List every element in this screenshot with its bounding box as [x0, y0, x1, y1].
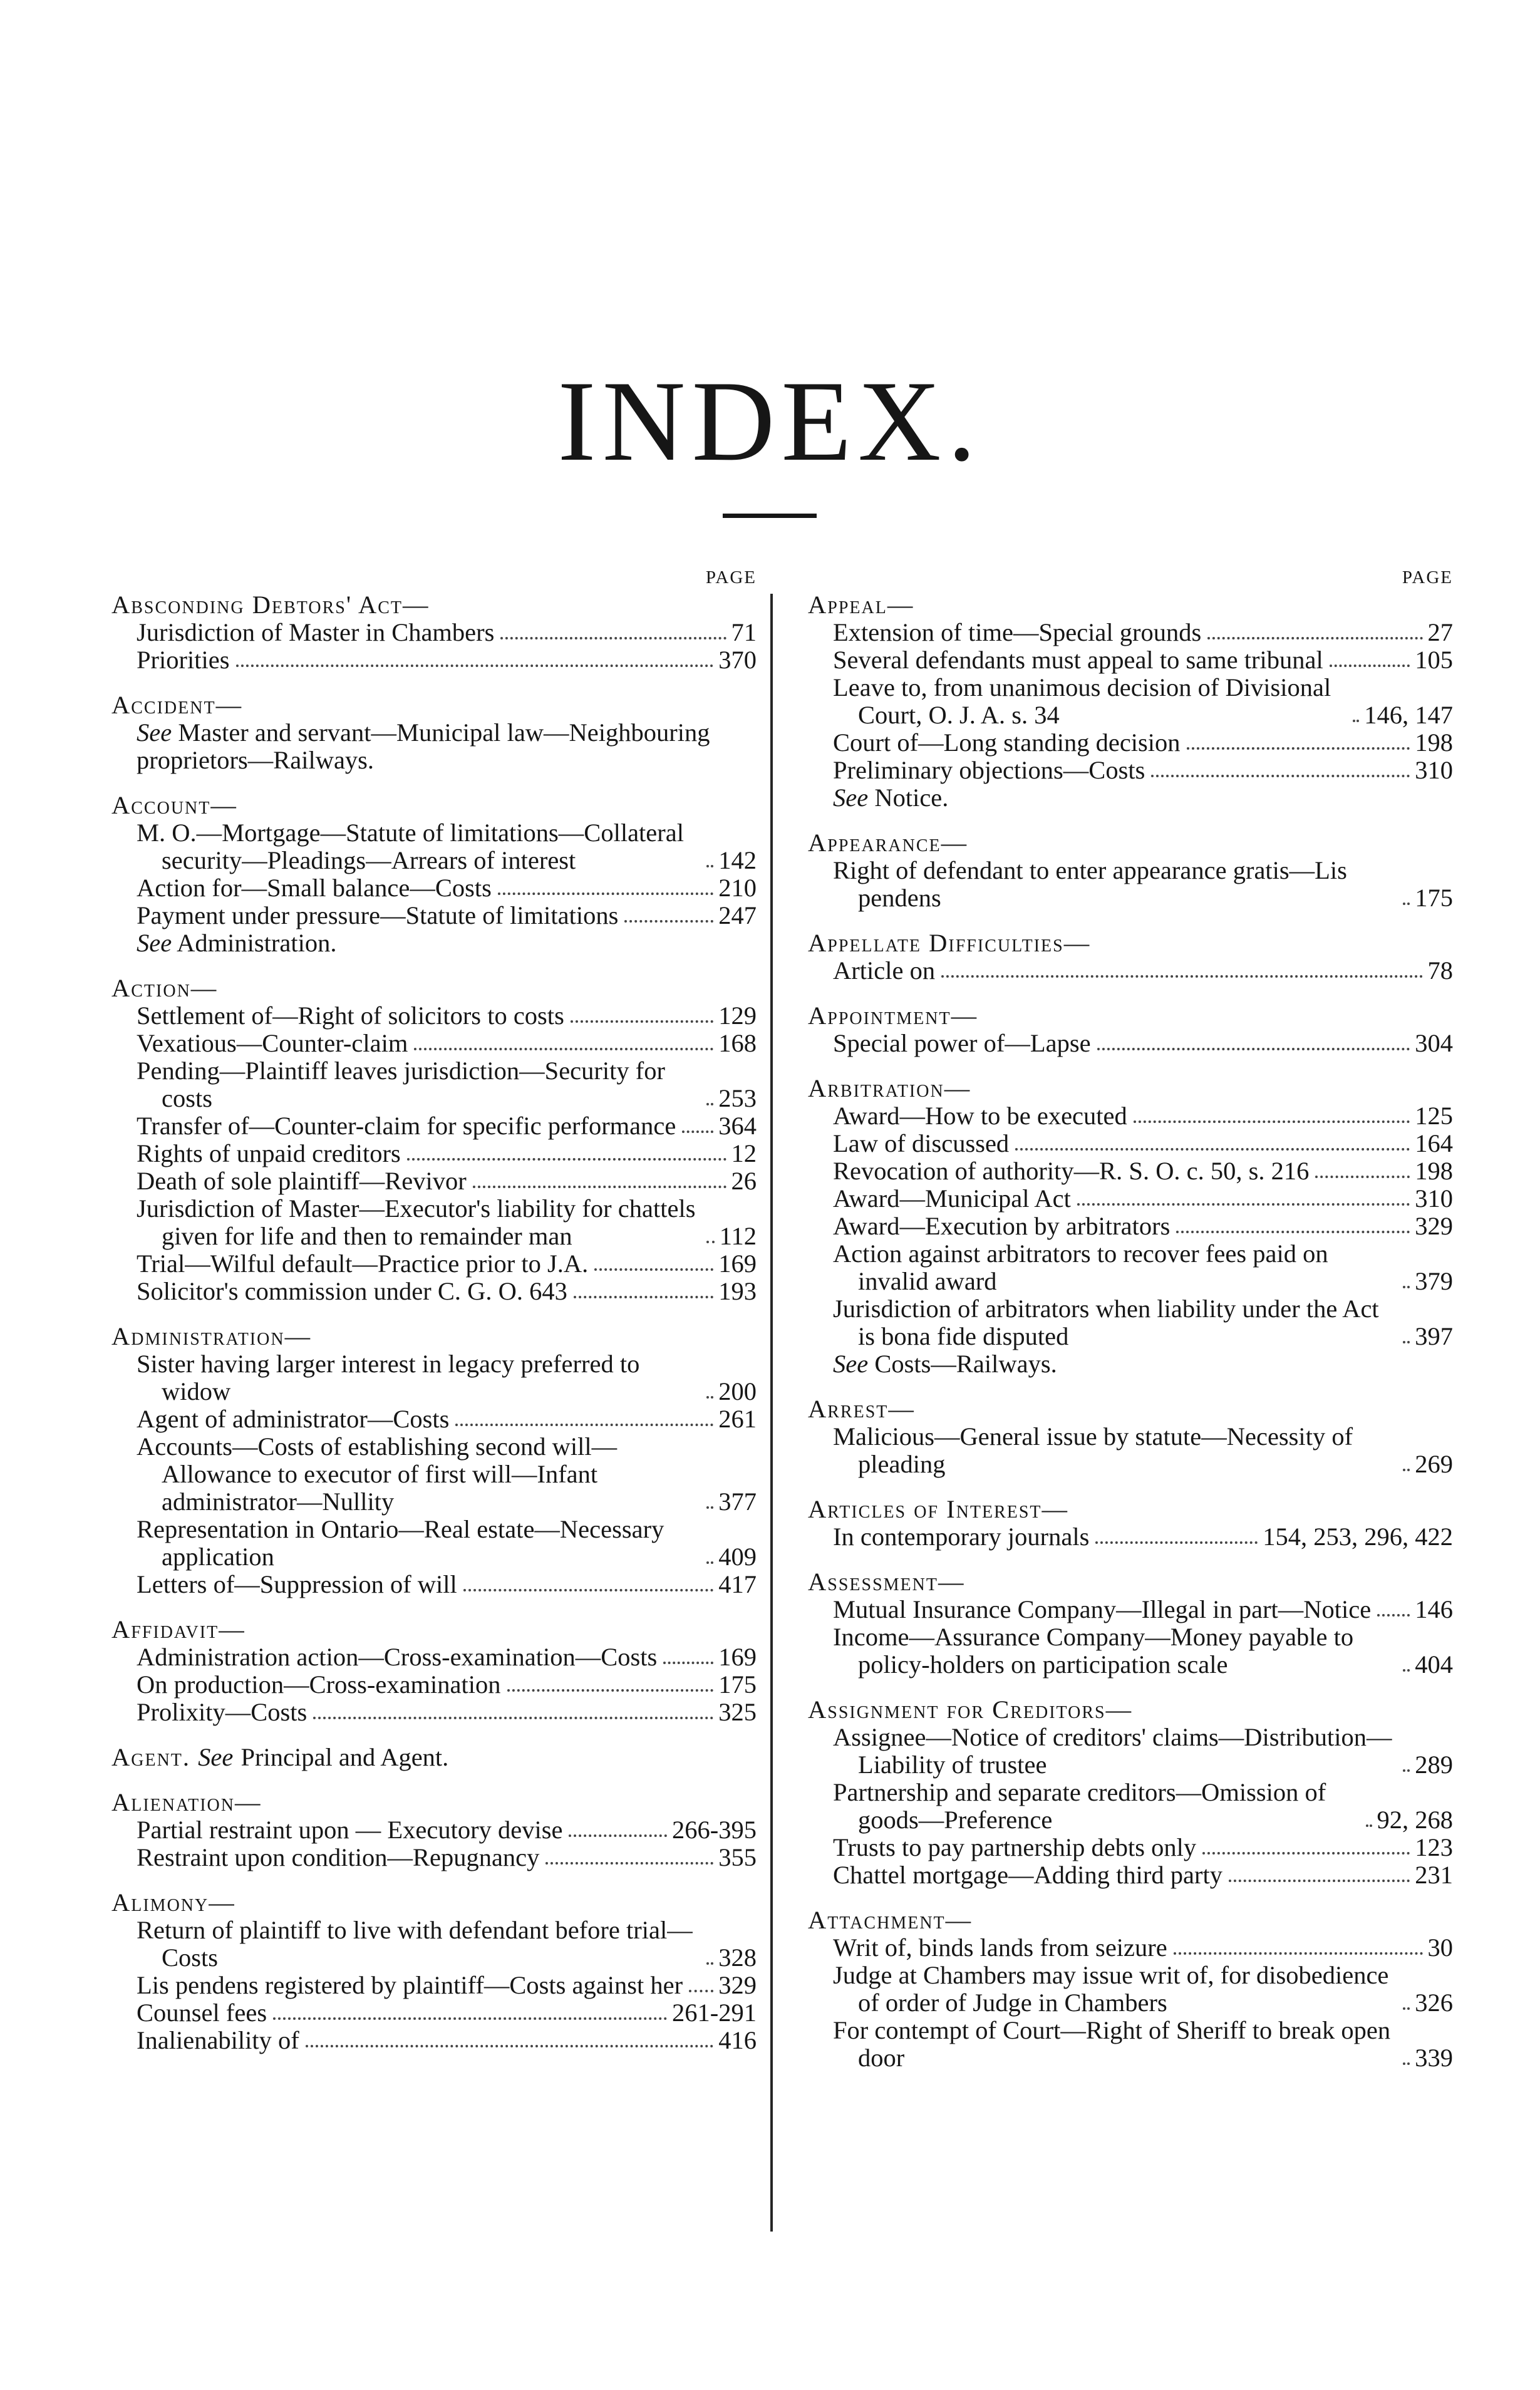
entry-text: Revocation of authority—R. S. O. c. 50, s. 216 [833, 1157, 1310, 1185]
entry-text: Priorities [137, 646, 230, 674]
index-entry [111, 1816, 757, 1844]
index-entry [808, 1295, 1453, 1350]
cross-reference: Administration. [177, 929, 337, 957]
index-heading [111, 591, 757, 619]
entry-text: Inalienability of [137, 2026, 299, 2054]
dot-leader [706, 1506, 713, 1509]
index-entry [111, 1405, 757, 1433]
heading-text: Action— [111, 974, 218, 1002]
index-entry [808, 2017, 1453, 2072]
index-entry [808, 674, 1453, 729]
dot-leader [663, 1662, 713, 1664]
dot-leader [498, 892, 713, 895]
entry-text: Action for—Small balance—Costs [137, 874, 492, 902]
entry-text: Restraint upon condition—Repugnancy [137, 1843, 540, 1871]
index-entry [808, 1962, 1453, 2017]
heading-text: Agent. [111, 1743, 191, 1771]
page-number: 326 [1415, 1989, 1453, 2017]
entry-text: Extension of time—Special grounds [833, 618, 1202, 646]
index-entry [808, 1523, 1453, 1551]
entry-text: Jurisdiction of Master in Chambers [137, 618, 495, 646]
dot-leader [1202, 1852, 1410, 1855]
index-heading [111, 975, 757, 1002]
dot-leader [1207, 637, 1422, 639]
entry-text: Special power of—Lapse [833, 1029, 1091, 1057]
page-number: 146 [1415, 1595, 1453, 1623]
entry-text: Death of sole plaintiff—Revivor [137, 1167, 467, 1195]
page-number: 175 [1415, 884, 1453, 912]
title-rule [723, 514, 817, 518]
page-number: 92, 268 [1377, 1806, 1453, 1834]
index-entry [111, 1140, 757, 1167]
dot-leader [706, 1561, 713, 1564]
index-heading [808, 829, 1453, 857]
entry-text: Sister having larger interest in legacy preferred to widow [137, 1350, 640, 1405]
page-number: 200 [718, 1377, 757, 1405]
index-heading [808, 1002, 1453, 1030]
index-entry [111, 1516, 757, 1571]
page-number: 169 [718, 1643, 757, 1671]
dot-leader [1077, 1203, 1410, 1206]
entry-text: Letters of—Suppression of will [137, 1570, 457, 1598]
page-number: 370 [718, 646, 757, 674]
index-entry [808, 1240, 1453, 1295]
page-number: 231 [1415, 1861, 1453, 1889]
entry-text: Representation in Ontario—Real estate—Necessary application [137, 1515, 664, 1571]
entry-text: Jurisdiction of arbitrators when liability under the Act is bona fide disputed [833, 1295, 1379, 1350]
index-entry [111, 1057, 757, 1112]
page-number: 261-291 [672, 1999, 757, 2027]
right-sections [808, 591, 1453, 2072]
page-number: 129 [718, 1001, 757, 1030]
index-heading [808, 1395, 1453, 1423]
index-heading [808, 1568, 1453, 1596]
dot-leader [574, 1296, 713, 1298]
page-number: 339 [1415, 2044, 1453, 2072]
see-label: See [833, 784, 869, 812]
cross-reference: Principal and Agent. [240, 1743, 449, 1771]
dot-leader [1403, 1341, 1410, 1343]
page-number: 329 [1415, 1212, 1453, 1240]
page-number: 168 [718, 1029, 757, 1057]
index-entry [111, 1195, 757, 1250]
see-also-entry [111, 719, 757, 774]
page-number: 329 [718, 1971, 757, 1999]
page-number: 193 [718, 1277, 757, 1305]
dot-leader [1315, 1176, 1410, 1178]
dot-leader [1134, 1120, 1410, 1123]
index-entry [111, 1917, 757, 1972]
dot-leader [545, 1862, 713, 1865]
index-entry [808, 1102, 1453, 1130]
index-entry [808, 1623, 1453, 1679]
index-entry [808, 1213, 1453, 1240]
dot-leader [1097, 1048, 1410, 1050]
page-column-header: PAGE [705, 567, 757, 587]
index-entry [808, 1030, 1453, 1057]
entry-text: Court of—Long standing decision [833, 728, 1181, 757]
dot-leader [689, 1990, 713, 1992]
index-entry [808, 1596, 1453, 1623]
right-column [808, 564, 1453, 2072]
page-number: 198 [1415, 1157, 1453, 1185]
heading-text: Account— [111, 791, 237, 819]
index-entry [808, 1861, 1453, 1889]
index-entry [111, 874, 757, 902]
dot-leader [507, 1689, 714, 1692]
dot-leader [313, 1717, 713, 1719]
dot-leader [273, 2017, 667, 2020]
dot-leader [1330, 665, 1410, 667]
dot-leader [1353, 720, 1359, 722]
cross-reference: Master and servant—Municipal law—Neighbouring proprietors—Railways. [137, 718, 710, 774]
dot-leader [414, 1048, 713, 1050]
index-entry [111, 1433, 757, 1516]
page-number: 397 [1415, 1322, 1453, 1350]
index-entry [111, 1167, 757, 1195]
dot-leader [706, 1103, 713, 1105]
entry-text: Lis pendens registered by plaintiff—Costs against her [137, 1971, 683, 1999]
index-heading [111, 1744, 757, 1771]
page-number: 71 [731, 618, 757, 646]
entry-text: Counsel fees [137, 1999, 267, 2027]
column-divider [770, 594, 773, 2232]
index-entry [111, 619, 757, 646]
page-number: 142 [718, 846, 757, 874]
index-entry [808, 957, 1453, 985]
page-number: 154, 253, 296, 422 [1263, 1523, 1453, 1551]
see-also-entry [111, 929, 757, 957]
index-heading [111, 1616, 757, 1643]
entry-text: Rights of unpaid creditors [137, 1139, 401, 1167]
dot-leader [1403, 2062, 1410, 2065]
see-label: See [137, 718, 172, 747]
entry-text: Settlement of—Right of solicitors to costs [137, 1001, 564, 1030]
index-entry [808, 1157, 1453, 1185]
entry-text: For contempt of Court—Right of Sheriff to break open door [833, 2016, 1391, 2072]
index-entry [111, 2027, 757, 2054]
page-number: 27 [1427, 618, 1453, 646]
entry-text: Assignee—Notice of creditors' claims—Distribution—Liability of trustee [833, 1723, 1392, 1779]
entry-text: Return of plaintiff to live with defendant before trial—Costs [137, 1916, 693, 1972]
page-number: 409 [718, 1543, 757, 1571]
entry-text: Partnership and separate creditors—Omission of goods—Preference [833, 1778, 1326, 1834]
entry-text: Accounts—Costs of establishing second will—Allowance to executor of first will—Infant administrator—Nullity [137, 1432, 618, 1516]
dot-leader [706, 1241, 715, 1243]
dot-leader [706, 865, 713, 867]
dot-leader [682, 1130, 713, 1133]
index-entry [111, 1999, 757, 2027]
page-number: 310 [1415, 1184, 1453, 1213]
index-entry [808, 1185, 1453, 1213]
entry-text: Chattel mortgage—Adding third party [833, 1861, 1222, 1889]
index-entry [111, 1350, 757, 1405]
page-number: 253 [718, 1084, 757, 1112]
index-entry [808, 1834, 1453, 1861]
page-number: 125 [1415, 1102, 1453, 1130]
dot-leader [624, 920, 713, 923]
page-number: 123 [1415, 1833, 1453, 1861]
page-number: 261 [718, 1405, 757, 1433]
entry-text: Judge at Chambers may issue writ of, for disobedience of order of Judge in Chambers [833, 1961, 1389, 2017]
left-sections [111, 591, 757, 2054]
heading-text: Appeal— [808, 591, 914, 619]
dot-leader [571, 1020, 713, 1023]
see-label: See [137, 929, 172, 957]
index-entry [111, 1112, 757, 1140]
index-heading [111, 1789, 757, 1816]
index-entry [111, 1844, 757, 1871]
entry-text: Payment under pressure—Statute of limitations [137, 901, 619, 929]
entry-text: In contemporary journals [833, 1523, 1090, 1551]
dot-leader [1229, 1880, 1410, 1882]
heading-text: Appellate Difficulties— [808, 929, 1091, 957]
dot-leader [941, 975, 1422, 978]
index-entry [111, 1030, 757, 1057]
entry-text: Agent of administrator—Costs [137, 1405, 450, 1433]
dot-leader [306, 2045, 713, 2047]
dot-leader [1403, 903, 1410, 905]
entry-text: Malicious—General issue by statute—Necessity of pleading [833, 1422, 1353, 1478]
page-number: 269 [1415, 1450, 1453, 1478]
dot-leader [1187, 747, 1410, 750]
page-number: 416 [718, 2026, 757, 2054]
page-number: 164 [1415, 1129, 1453, 1157]
index-heading [111, 1323, 757, 1350]
index-entry [111, 1571, 757, 1598]
heading-text: Absconding Debtors' Act— [111, 591, 430, 619]
page-number: 247 [718, 901, 757, 929]
entry-text: Vexatious—Counter-claim [137, 1029, 408, 1057]
index-entry [808, 1423, 1453, 1478]
index-heading [808, 591, 1453, 619]
page-title: INDEX. [557, 357, 983, 485]
index-entry [111, 902, 757, 929]
heading-text: Assignment for Creditors— [808, 1695, 1133, 1724]
index-entry [808, 757, 1453, 784]
heading-text: Assessment— [808, 1568, 965, 1596]
page-number: 310 [1415, 756, 1453, 784]
dot-leader [407, 1158, 726, 1161]
dot-leader [500, 637, 726, 639]
index-entry [808, 857, 1453, 912]
page-number: 325 [718, 1698, 757, 1726]
page-number: 12 [731, 1139, 757, 1167]
entry-text: Several defendants must appeal to same tribunal [833, 646, 1323, 674]
dot-leader [706, 1962, 713, 1965]
index-entry [808, 729, 1453, 757]
index-entry [111, 1002, 757, 1030]
entry-text: Right of defendant to enter appearance gratis—Lis pendens [833, 856, 1347, 912]
entry-text: Article on [833, 956, 936, 985]
page-number: 78 [1427, 956, 1453, 985]
page-number: 266-395 [672, 1816, 757, 1844]
index-entry [808, 1130, 1453, 1157]
index-heading [808, 1906, 1453, 1934]
entry-text: Award—Execution by arbitrators [833, 1212, 1171, 1240]
entry-text: Trial—Wilful default—Practice prior to J.A. [137, 1249, 589, 1278]
heading-text: Arrest— [808, 1395, 915, 1423]
index-entry [111, 1972, 757, 1999]
entry-text: Preliminary objections—Costs [833, 756, 1145, 784]
page-number: 328 [718, 1943, 757, 1972]
page-number: 146, 147 [1364, 701, 1453, 729]
index-entry [808, 646, 1453, 674]
dot-leader [1403, 1286, 1410, 1288]
heading-text: Arbitration— [808, 1074, 971, 1102]
page-number: 377 [718, 1487, 757, 1516]
heading-text: Alimony— [111, 1888, 235, 1917]
entry-text: Action against arbitrators to recover fees paid on invalid award [833, 1239, 1328, 1295]
see-label: See [198, 1743, 234, 1771]
dot-leader [463, 1589, 713, 1591]
index-entry [111, 1278, 757, 1305]
entry-text: Pending—Plaintiff leaves jurisdiction—Security for costs [137, 1057, 665, 1112]
page-column-header: PAGE [1402, 567, 1453, 587]
dot-leader [1403, 2007, 1410, 2010]
dot-leader [1403, 1669, 1410, 1672]
index-heading [808, 1696, 1453, 1724]
dot-leader [1403, 1469, 1410, 1471]
dot-leader [1366, 1824, 1372, 1827]
cross-reference: Notice. [874, 784, 949, 812]
index-heading [111, 691, 757, 719]
index-heading [808, 1496, 1453, 1523]
entry-text: Transfer of—Counter-claim for specific performance [137, 1112, 676, 1140]
see-also-entry [808, 784, 1453, 812]
entry-text: Trusts to pay partnership debts only [833, 1833, 1197, 1861]
page-number: 364 [718, 1112, 757, 1140]
heading-text: Alienation— [111, 1788, 262, 1816]
index-entry [111, 646, 757, 674]
page-number: 175 [718, 1670, 757, 1699]
entry-text: Income—Assurance Company—Money payable to policy-holders on participation scale [833, 1623, 1354, 1679]
page-number: 210 [718, 874, 757, 902]
dot-leader [1403, 1769, 1410, 1772]
dot-leader [594, 1268, 713, 1271]
dot-leader [1095, 1541, 1258, 1544]
entry-text: M. O.—Mortgage—Statute of limitations—Collateral security—Pleadings—Arrears of interest [137, 819, 684, 874]
heading-text: Administration— [111, 1322, 312, 1350]
page-number: 105 [1415, 646, 1453, 674]
index-heading [808, 1075, 1453, 1102]
page-number: 112 [719, 1222, 757, 1250]
index-entry [111, 1671, 757, 1699]
entry-text: Jurisdiction of Master—Executor's liability for chattels given for life and then to remainder man [137, 1194, 696, 1250]
page-number: 404 [1415, 1650, 1453, 1679]
dot-leader [455, 1424, 713, 1426]
page-number: 417 [718, 1570, 757, 1598]
see-label: See [833, 1350, 869, 1378]
index-heading [808, 929, 1453, 957]
index-heading [111, 792, 757, 819]
entry-text: Prolixity—Costs [137, 1698, 307, 1726]
cross-reference: Costs—Railways. [874, 1350, 1057, 1378]
entry-text: Award—Municipal Act [833, 1184, 1071, 1213]
dot-leader [473, 1186, 726, 1188]
heading-text: Affidavit— [111, 1615, 245, 1643]
dot-leader [1151, 775, 1410, 777]
entry-text: Mutual Insurance Company—Illegal in part—Notice [833, 1595, 1372, 1623]
heading-text: Appointment— [808, 1001, 978, 1030]
entry-text: Solicitor's commission under C. G. O. 643 [137, 1277, 567, 1305]
page-number: 379 [1415, 1267, 1453, 1295]
page-number: 289 [1415, 1751, 1453, 1779]
page-number: 355 [718, 1843, 757, 1871]
entry-text: On production—Cross-examination [137, 1670, 501, 1699]
index-entry [111, 1699, 757, 1726]
dot-leader [1176, 1231, 1410, 1233]
dot-leader [236, 665, 714, 667]
dot-leader [1174, 1952, 1423, 1955]
index-entry [111, 1250, 757, 1278]
page-number: 198 [1415, 728, 1453, 757]
see-also-entry [808, 1350, 1453, 1378]
page-number: 304 [1415, 1029, 1453, 1057]
index-entry [111, 819, 757, 874]
entry-text: Writ of, binds lands from seizure [833, 1933, 1167, 1962]
dot-leader [706, 1396, 713, 1399]
page-number: 30 [1427, 1933, 1453, 1962]
page-number: 26 [731, 1167, 757, 1195]
entry-text: Award—How to be executed [833, 1102, 1127, 1130]
index-heading [111, 1889, 757, 1917]
entry-text: Law of discussed [833, 1129, 1010, 1157]
heading-text: Attachment— [808, 1906, 973, 1934]
index-entry [808, 1779, 1453, 1834]
dot-leader [1377, 1614, 1410, 1617]
heading-text: Articles of Interest— [808, 1495, 1069, 1523]
index-entry [808, 1934, 1453, 1962]
index-entry [111, 1643, 757, 1671]
left-column [111, 564, 757, 2054]
entry-text: Administration action—Cross-examination—Costs [137, 1643, 658, 1671]
heading-text: Accident— [111, 691, 243, 719]
page-number: 169 [718, 1249, 757, 1278]
entry-text: Partial restraint upon — Executory devise [137, 1816, 563, 1844]
dot-leader [1015, 1148, 1410, 1151]
index-entry [808, 1724, 1453, 1779]
dot-leader [569, 1834, 667, 1837]
heading-text: Appearance— [808, 829, 968, 857]
entry-text: Leave to, from unanimous decision of Divisional Court, O. J. A. s. 34 [833, 673, 1331, 729]
index-entry [808, 619, 1453, 646]
